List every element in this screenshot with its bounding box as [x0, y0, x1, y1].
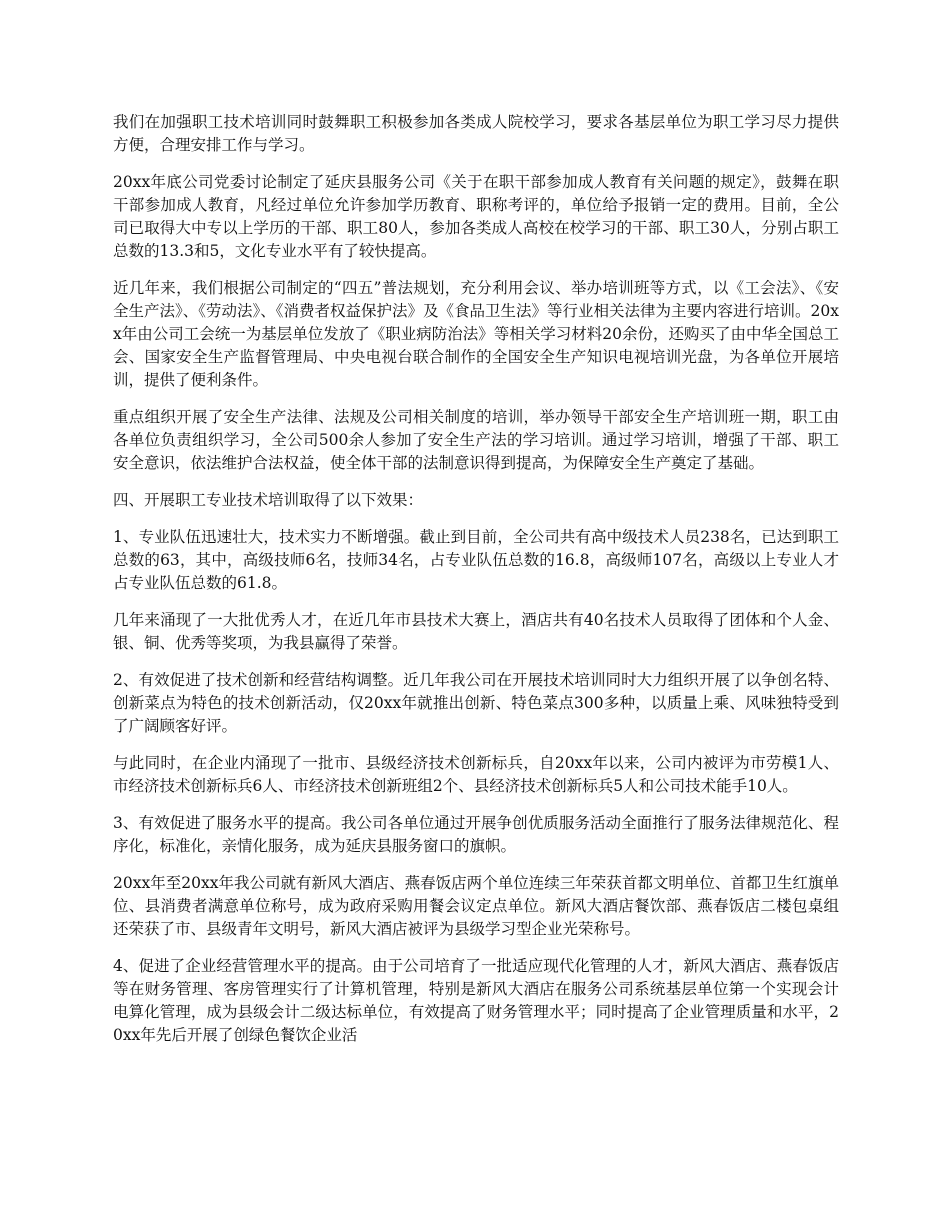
paragraph-9: 与此同时，在企业内涌现了一批市、县级经济技术创新标兵，自20xx年以来，公司内被评为市劳模1人、市经济技术创新标兵6人、市经济技术创新班组2个、县经济技术创新标兵5人和公司技术能手10人。: [113, 754, 839, 795]
paragraph-10: 3、有效促进了服务水平的提高。我公司各单位通过开展争创优质服务活动全面推行了服务法律规范化、程序化，标准化，亲情化服务，成为延庆县服务窗口的旗帜。: [113, 814, 839, 855]
paragraph-6: 1、专业队伍迅速壮大，技术实力不断增强。截止到目前，全公司共有高中级技术人员238名，已达到职工总数的63，其中，高级技师6名，技师34名，占专业队伍总数的16.8，高级师107名，高级以上专业人才占专业队伍总数的61.8。: [113, 528, 839, 592]
paragraph-11: 20xx年至20xx年我公司就有新风大酒店、燕春饭店两个单位连续三年荣获首都文明单位、首都卫生红旗单位、县消费者满意单位称号，成为政府采购用餐会议定点单位。新风大酒店餐饮部、燕春饭店二楼包桌组还荣获了市、县级青年文明号，新风大酒店被评为县级学习型企业光荣称号。: [113, 874, 839, 938]
paragraph-1: 我们在加强职工技术培训同时鼓舞职工积极参加各类成人院校学习，要求各基层单位为职工学习尽力提供方便，合理安排工作与学习。: [113, 113, 839, 154]
paragraph-7: 几年来涌现了一大批优秀人才，在近几年市县技术大赛上，酒店共有40名技术人员取得了团体和个人金、银、铜、优秀等奖项，为我县赢得了荣誉。: [113, 611, 839, 652]
paragraph-2: 20xx年底公司党委讨论制定了延庆县服务公司《关于在职干部参加成人教育有关问题的规定》，鼓舞在职干部参加成人教育，凡经过单位允许参加学历教育、职称考评的，单位给予报销一定的费用。目前，全公司已取得大中专以上学历的干部、职工80人，参加各类成人高校在校学习的干部、职工30人，分别占职工总数的13.3和5，文化专业水平有了较快提高。: [113, 173, 839, 260]
paragraph-3: 近几年来，我们根据公司制定的“四五”普法规划，充分利用会议、举办培训班等方式，以《工会法》、《安全生产法》、《劳动法》、《消费者权益保护法》及《食品卫生法》等行业相关法律为主要内容进行培训。20xx年由公司工会统一为基层单位发放了《职业病防治法》等相关学习材料20余份，还购买了由中华全国总工会、国家安全生产监督管理局、中央电视台联合制作的全国安全生产知识电视培训光盘，为各单位开展培训，提供了便利条件。: [113, 279, 839, 389]
paragraph-12: 4、促进了企业经营管理水平的提高。由于公司培育了一批适应现代化管理的人才，新风大酒店、燕春饭店等在财务管理、客房管理实行了计算机管理，特别是新风大酒店在服务公司系统基层单位第一个实现会计电算化管理，成为县级会计二级达标单位，有效提高了财务管理水平；同时提高了企业管理质量和水平，20xx年先后开展了创绿色餐饮企业活: [113, 957, 839, 1044]
paragraph-8: 2、有效促进了技术创新和经营结构调整。近几年我公司在开展技术培训同时大力组织开展了以争创名特、创新菜点为特色的技术创新活动，仅20xx年就推出创新、特色菜点300多种，以质量上乘、风味独特受到了广阔顾客好评。: [113, 671, 839, 735]
section-heading: 四、开展职工专业技术培训取得了以下效果：: [113, 491, 424, 509]
document-body: [113, 111, 839, 1061]
paragraph-4: 重点组织开展了安全生产法律、法规及公司相关制度的培训，举办领导干部安全生产培训班一期，职工由各单位负责组织学习，全公司500余人参加了安全生产法的学习培训。通过学习培训，增强了干部、职工安全意识，依法维护合法权益，使全体干部的法制意识得到提高，为保障安全生产奠定了基础。: [113, 408, 839, 472]
